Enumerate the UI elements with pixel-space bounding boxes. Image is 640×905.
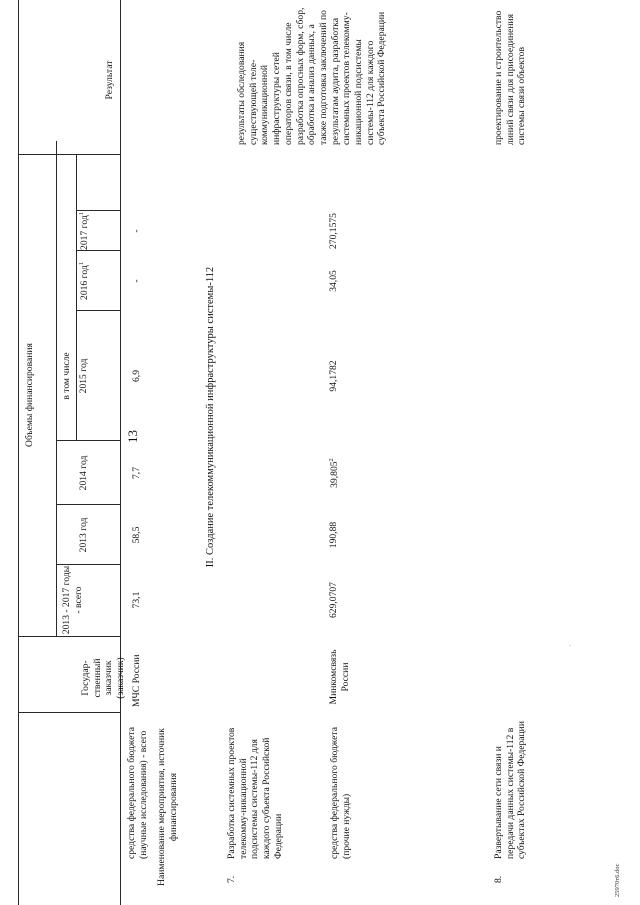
header-2015: 2015 год [78, 358, 89, 394]
document-code: 25970т6.doc [614, 863, 621, 897]
row-total: 73,1 [131, 591, 142, 609]
section-title: II. Создание телекоммуникационной инфраструктуры системы-112 [205, 266, 216, 568]
header-result: Результат [104, 60, 115, 100]
header-2013: 2013 год [78, 517, 89, 553]
item-result: результаты обследования существующей теле-коммуникационной инфраструктуры сетей операторов связи, в том числе разработка опросных форм, сбор, обработка и анализ данных, а также подготовка заключений по результатам аудита, разработка системных проектов телекомму-никационной подсистемы системы-112 для каждого субъекта Российской Федерации [236, 7, 388, 145]
table-top-border [18, 0, 19, 905]
col-divider-name [18, 712, 120, 713]
header-name: Наименование мероприятия, источник финансирования [156, 728, 179, 886]
row-2014: 7,7 [131, 467, 142, 479]
header-2017-label: 2017 год [79, 215, 91, 250]
row-2017: - [131, 229, 142, 233]
header-bottom-border [120, 0, 121, 905]
item-2013: 190,88 [328, 521, 339, 549]
header-2016-label: 2016 год [79, 265, 91, 300]
item-result: проектирование и строительство линий связи для присоединения системы связи объектов [493, 10, 528, 145]
header-2016-footnote: 1 [78, 262, 85, 266]
row-2013: 58,5 [131, 526, 142, 544]
item-number: 8. [493, 875, 504, 883]
item-title: Развертывание сети связи и передачи данных системы-112 в субъектах Российской Федерации [493, 721, 528, 859]
row-2016: - [131, 279, 142, 283]
item-2015: 94,1782 [328, 360, 339, 392]
header-total: 2013 - 2017 годы - всего [61, 565, 84, 635]
header-including: в том числе [61, 352, 72, 400]
header-customer: Государ-ственный заказчик (заказчик) [80, 657, 127, 699]
including-divider [76, 155, 77, 441]
header-2016 [78, 251, 91, 311]
item-title: Разработка системных проектов телекомму-никационной подсистемы системы-112 для каждого субъекта Российской Федерации [226, 727, 284, 859]
item-customer: Минкомсвязь России [328, 649, 351, 705]
item-2014-footnote: 2 [328, 458, 335, 462]
item-2016: 34,05 [328, 270, 339, 292]
row-source: средства федерального бюджета (научные исследования) - всего [126, 727, 149, 859]
item-2014-value: 39,805 [329, 461, 341, 488]
col-divider-customer [18, 636, 120, 637]
row-2015: 6,9 [131, 370, 142, 382]
page-number: 13 [125, 430, 140, 443]
item-total: 629,0707 [328, 582, 339, 618]
item-funding-source: средства федерального бюджета (прочие нужды) [329, 727, 352, 859]
funding-header-divider [56, 141, 57, 637]
header-funding: Объемы финансирования [24, 343, 35, 447]
item-2017: 270,1575 [328, 213, 339, 249]
header-2017-footnote: 1 [78, 212, 85, 216]
item-number: 7. [226, 875, 237, 883]
row-customer: МЧС России [131, 654, 142, 707]
header-2014: 2014 год [78, 455, 89, 491]
header-2017 [78, 211, 91, 251]
stray-mark: · [566, 644, 575, 647]
item-2014 [328, 443, 341, 503]
